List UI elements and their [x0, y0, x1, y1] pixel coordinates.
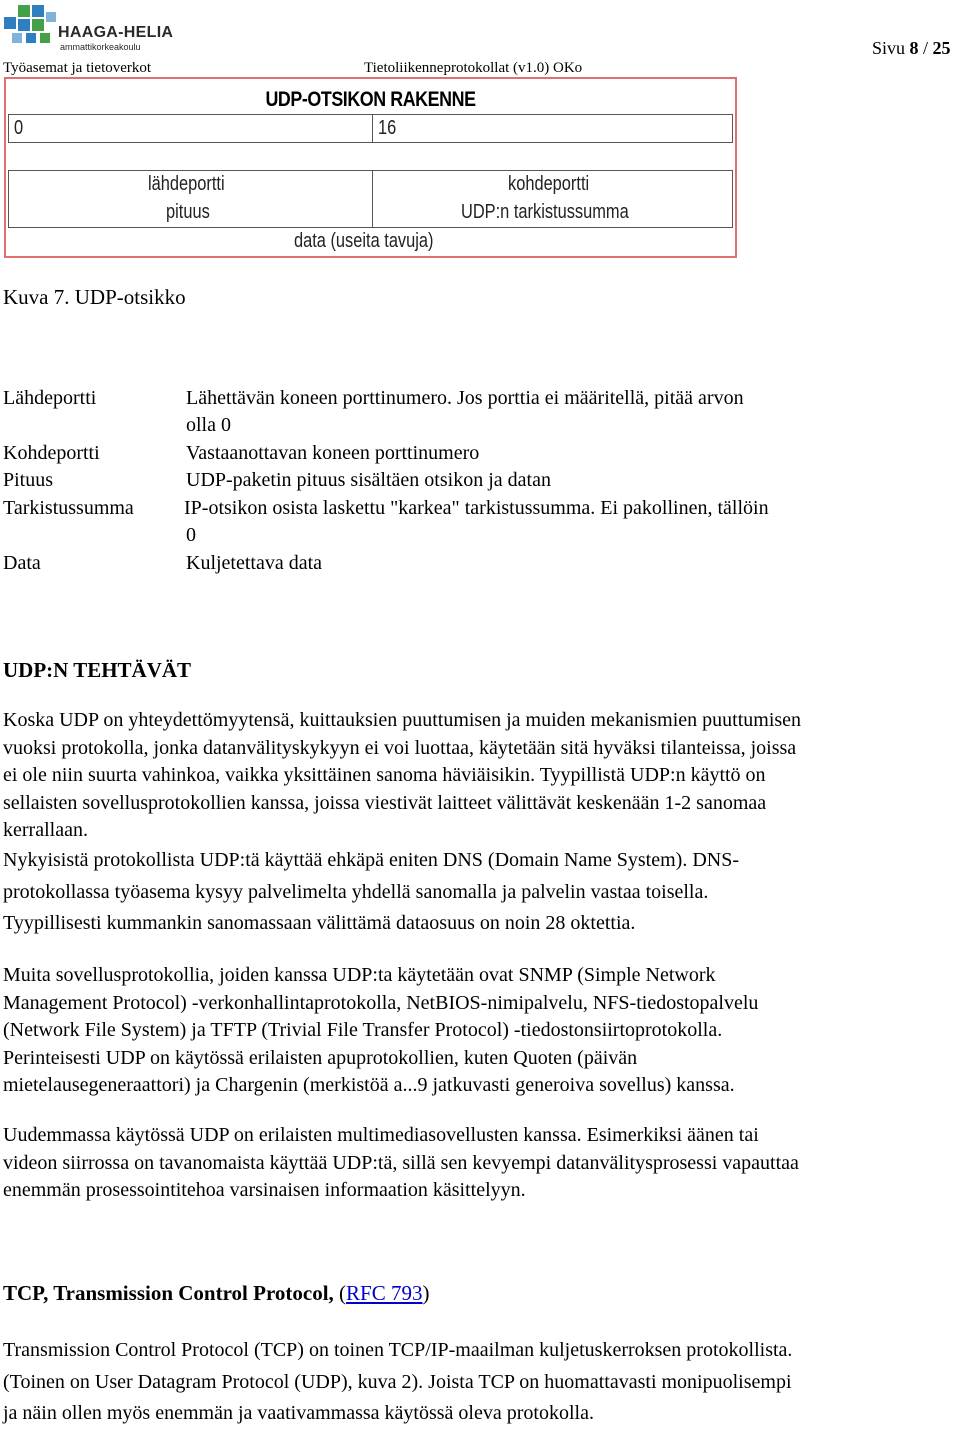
field-desc: olla 0 — [186, 414, 231, 436]
paragraph-line: Management Protocol) -verkonhallintaprotokolla, NetBIOS-nimipalvelu, NFS-tiedostopalvelu — [3, 991, 759, 1014]
paragraph-line: sellaisten sovellusprotokollien kanssa, joissa viestivät laitteet välittävät keskenään 1-2 sanomaa — [3, 791, 767, 814]
page-current: 8 — [909, 38, 919, 58]
field-term: Data — [3, 552, 41, 574]
checksum-label: UDP:n tarkistussumma — [461, 201, 629, 223]
paragraph-line: Uudemmassa käytössä UDP on erilaisten multimediasovellusten kanssa. Esimerkiksi äänen tai — [3, 1124, 759, 1146]
tcp-heading-text: TCP, Transmission Control Protocol, — [3, 1281, 334, 1305]
section-heading-udp: UDP:N TEHTÄVÄT — [3, 658, 192, 682]
paragraph-line: ja näin ollen myös enemmän ja vaativammassa käytössä oleva protokolla. — [3, 1402, 594, 1424]
paragraph — [3, 962, 758, 1100]
data-label: data (useita tavuja) — [294, 230, 434, 252]
paragraph-line: enemmän prosessointitehoa varsinaisen informaation käsittelyyn. — [3, 1179, 526, 1201]
logo-subtitle: ammattikorkeakoulu — [60, 42, 141, 52]
paragraph-line: (Toinen on User Datagram Protocol (UDP), kuva 2). Joista TCP on huomattavasti monipuolisempi — [3, 1370, 792, 1393]
paragraph — [3, 1122, 799, 1205]
field-desc: IP-otsikon osista laskettu "karkea" tarkistussumma. Ei pakollinen, tällöin — [184, 497, 769, 519]
field-desc: Vastaanottavan koneen porttinumero — [186, 442, 480, 464]
logo-mark-icon — [4, 3, 56, 49]
header-center: Tietoliikenneprotokollat (v1.0) OKo — [364, 60, 583, 76]
bit-start: 0 — [14, 117, 24, 139]
field-term: Tarkistussumma — [3, 497, 134, 519]
field-desc: 0 — [186, 524, 196, 546]
page-number — [872, 38, 951, 59]
figure-caption: Kuva 7. UDP-otsikko — [3, 285, 186, 309]
paren-open: ( — [339, 1281, 347, 1305]
paragraph-line: (Network File System) ja TFTP (Trivial File Transfer Protocol) -tiedostonsiirtoprotokolla. — [3, 1019, 723, 1041]
diagram-bit-row — [8, 114, 733, 143]
paragraph-line: kerrallaan. — [3, 819, 88, 841]
paragraph-line: videon siirrossa on tavanomaista käyttää UDP:tä, sillä sen kevyempi datanvälitysprosessi vapauttaa — [3, 1151, 799, 1174]
paragraph — [3, 1335, 792, 1430]
field-term: Pituus — [3, 469, 54, 491]
rfc-793-link[interactable]: RFC 793 — [346, 1281, 423, 1305]
paragraph-line: Tyypillisesti kummankin sanomassaan välittämä dataosuus on noin 28 oktettia. — [3, 912, 636, 934]
paragraph-line: Nykyisistä protokollista UDP:tä käyttää ehkäpä eniten DNS (Domain Name System). DNS- — [3, 849, 739, 871]
length-label: pituus — [166, 201, 210, 223]
logo-name: HAAGA-HELIA — [58, 24, 174, 41]
paragraph — [3, 845, 739, 940]
paragraph-line: Transmission Control Protocol (TCP) on toinen TCP/IP-maailman kuljetuskerroksen protokollista. — [3, 1339, 793, 1361]
paragraph-line: vuoksi protokolla, jonka datanvälityskykyyn ei voi luottaa, käytetään sitä hyväksi tilanteissa, joissa — [3, 736, 797, 759]
field-term: Kohdeportti — [3, 442, 100, 464]
section-heading-tcp — [3, 1281, 429, 1306]
paragraph-line: ei ole niin suurta vahinkoa, vaikka yksittäinen sanoma häviäisikin. Tyypillistä UDP:n käyttö on — [3, 764, 766, 786]
page-prefix: Sivu — [872, 38, 906, 58]
paragraph-line: protokollassa työasema kysyy palvelimelta yhdellä sanomalla ja palvelin vastaa toisella. — [3, 880, 709, 903]
paragraph-line: Koska UDP on yhteydettömyytensä, kuittauksien puuttumisen ja muiden mekanismien puuttumisen — [3, 709, 802, 731]
diagram-title: UDP-OTSIKON RAKENNE — [265, 88, 476, 111]
paragraph-line: Perinteisesti UDP on käytössä erilaisten apuprotokollien, kuten Quoten (päivän — [3, 1046, 638, 1069]
dst-port-label: kohdeportti — [508, 173, 590, 195]
field-desc: Lähettävän koneen porttinumero. Jos porttia ei määritellä, pitää arvon — [186, 387, 744, 409]
field-desc: UDP-paketin pituus sisältäen otsikon ja datan — [186, 469, 551, 491]
bit-mid: 16 — [378, 117, 397, 139]
field-term: Lähdeportti — [3, 387, 97, 409]
page-total: 25 — [932, 38, 951, 58]
logo — [4, 3, 184, 53]
paragraph-line: mietelausegeneraattori) ja Chargenin (merkistöä a...9 jatkuvasti generoiva sovellus) kanssa. — [3, 1074, 735, 1096]
page-separator: / — [923, 38, 929, 58]
paren-close: ) — [422, 1281, 430, 1305]
paragraph-line: Muita sovellusprotokollia, joiden kanssa UDP:ta käytetään ovat SNMP (Simple Network — [3, 964, 716, 986]
field-desc: Kuljetettava data — [186, 552, 323, 574]
udp-header-diagram — [4, 77, 737, 258]
header-left: Työasemat ja tietoverkot — [3, 60, 152, 76]
src-port-label: lähdeportti — [148, 173, 225, 195]
paragraph — [3, 707, 801, 845]
